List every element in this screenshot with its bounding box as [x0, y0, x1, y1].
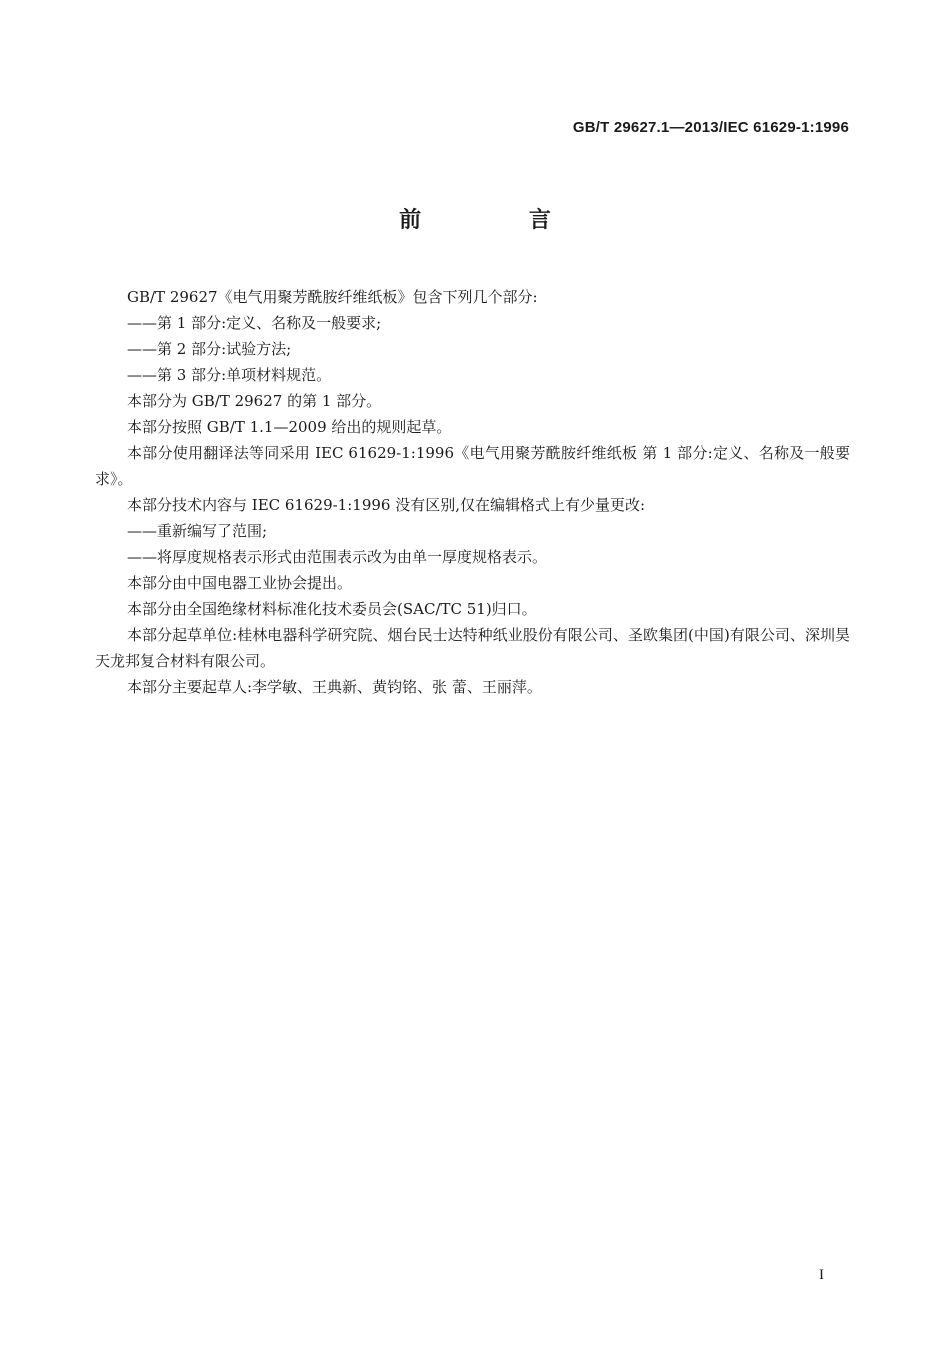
paragraph: 本部分由全国绝缘材料标准化技术委员会(SAC/TC 51)归口。	[127, 600, 537, 618]
paragraph: 本部分由中国电器工业协会提出。	[127, 574, 353, 592]
list-item: ——第 1 部分:定义、名称及一般要求;	[127, 314, 382, 332]
paragraph: 本部分主要起草人:李学敏、王典新、黄钧铭、张 蕾、王丽萍。	[127, 678, 542, 696]
paragraph: 本部分按照 GB/T 1.1—2009 给出的规则起草。	[127, 418, 452, 436]
paragraph: 本部分使用翻译法等同采用 IEC 61629-1:1996《电气用聚芳酰胺纤维纸板 第 1 部分:定义、名称及一般要求》。	[95, 444, 850, 488]
list-item: ——将厚度规格表示形式由范围表示改为由单一厚度规格表示。	[127, 548, 548, 566]
list-item: ——重新编写了范围;	[127, 522, 268, 540]
page-number: I	[819, 1267, 824, 1283]
paragraph: GB/T 29627《电气用聚芳酰胺纤维纸板》包含下列几个部分:	[127, 288, 538, 306]
standard-code: GB/T 29627.1—2013/IEC 61629-1:1996	[572, 119, 849, 136]
page-title: 前 言	[399, 208, 601, 233]
foreword-body	[95, 284, 850, 700]
list-item: ——第 2 部分:试验方法;	[127, 340, 292, 358]
paragraph: 本部分为 GB/T 29627 的第 1 部分。	[127, 392, 382, 410]
paragraph: 本部分技术内容与 IEC 61629-1:1996 没有区别,仅在编辑格式上有少量更改:	[127, 496, 646, 514]
paragraph: 本部分起草单位:桂林电器科学研究院、烟台民士达特种纸业股份有限公司、圣欧集团(中国)有限公司、深圳昊天龙邦复合材料有限公司。	[95, 626, 850, 670]
list-item: ——第 3 部分:单项材料规范。	[127, 366, 332, 384]
